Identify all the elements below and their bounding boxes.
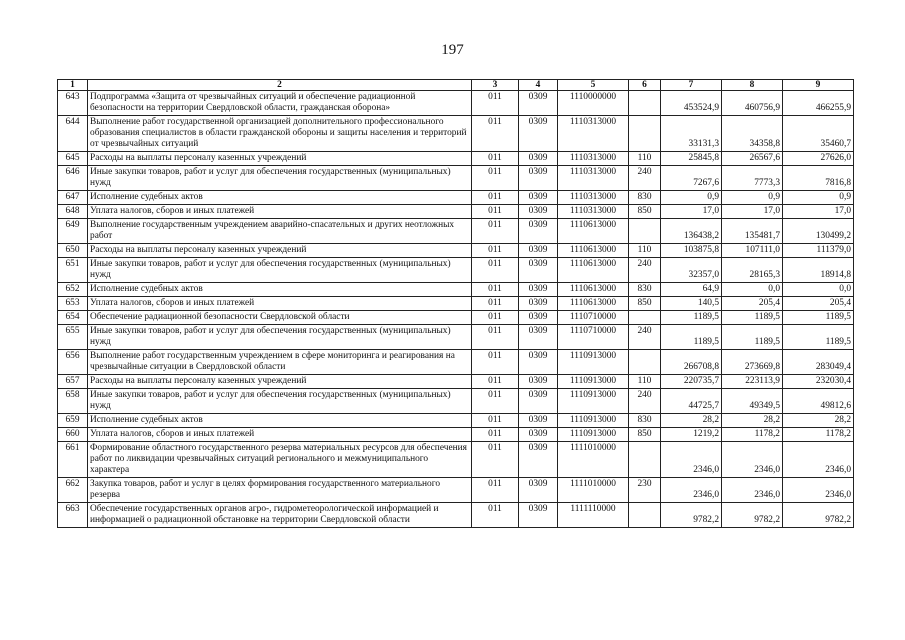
- target-article-cell: 1110613000: [558, 283, 629, 297]
- amount-year3-cell: 2346,0: [783, 442, 854, 478]
- section-code-cell: 0309: [519, 219, 558, 244]
- section-code-cell: 0309: [519, 478, 558, 503]
- section-code-cell: 0309: [519, 166, 558, 191]
- ministry-code-cell: 011: [472, 414, 519, 428]
- target-article-cell: 1110613000: [558, 244, 629, 258]
- section-code-cell: 0309: [519, 116, 558, 152]
- amount-year3-cell: 1178,2: [783, 428, 854, 442]
- table-row: [58, 325, 854, 350]
- amount-year2-cell: 34358,8: [722, 116, 783, 152]
- section-code-cell: 0309: [519, 375, 558, 389]
- row-number-cell: 644: [58, 116, 88, 152]
- table-row: [58, 283, 854, 297]
- expense-type-cell: 110: [629, 244, 661, 258]
- expense-type-cell: 240: [629, 166, 661, 191]
- item-name-cell: Закупка товаров, работ и услуг в целях формирования государственного материального резерва: [88, 478, 472, 503]
- target-article-cell: 1111110000: [558, 503, 629, 528]
- header-cell: 6: [629, 80, 661, 91]
- row-number-cell: 649: [58, 219, 88, 244]
- table-row: [58, 478, 854, 503]
- target-article-cell: 1110313000: [558, 152, 629, 166]
- amount-year2-cell: 1189,5: [722, 325, 783, 350]
- header-cell: 5: [558, 80, 629, 91]
- amount-year1-cell: 140,5: [661, 297, 722, 311]
- ministry-code-cell: 011: [472, 283, 519, 297]
- amount-year2-cell: 9782,2: [722, 503, 783, 528]
- amount-year1-cell: 0,9: [661, 191, 722, 205]
- table-row: [58, 389, 854, 414]
- amount-year2-cell: 0,0: [722, 283, 783, 297]
- table-row: [58, 503, 854, 528]
- ministry-code-cell: 011: [472, 375, 519, 389]
- item-name-cell: Уплата налогов, сборов и иных платежей: [88, 205, 472, 219]
- amount-year3-cell: 35460,7: [783, 116, 854, 152]
- expense-type-cell: [629, 91, 661, 116]
- ministry-code-cell: 011: [472, 503, 519, 528]
- row-number-cell: 643: [58, 91, 88, 116]
- amount-year1-cell: 2346,0: [661, 478, 722, 503]
- target-article-cell: 1110913000: [558, 375, 629, 389]
- target-article-cell: 1110710000: [558, 325, 629, 350]
- table-row: [58, 350, 854, 375]
- item-name-cell: Исполнение судебных актов: [88, 191, 472, 205]
- item-name-cell: Уплата налогов, сборов и иных платежей: [88, 297, 472, 311]
- section-code-cell: 0309: [519, 152, 558, 166]
- header-cell: 8: [722, 80, 783, 91]
- amount-year1-cell: 33131,3: [661, 116, 722, 152]
- target-article-cell: 1110613000: [558, 258, 629, 283]
- amount-year1-cell: 28,2: [661, 414, 722, 428]
- target-article-cell: 1110710000: [558, 311, 629, 325]
- header-cell: 3: [472, 80, 519, 91]
- header-cell: 9: [783, 80, 854, 91]
- expense-type-cell: 830: [629, 283, 661, 297]
- amount-year1-cell: 32357,0: [661, 258, 722, 283]
- ministry-code-cell: 011: [472, 442, 519, 478]
- row-number-cell: 646: [58, 166, 88, 191]
- table-row: [58, 219, 854, 244]
- target-article-cell: 1110000000: [558, 91, 629, 116]
- table-row: [58, 414, 854, 428]
- expense-type-cell: [629, 311, 661, 325]
- amount-year3-cell: 17,0: [783, 205, 854, 219]
- section-code-cell: 0309: [519, 191, 558, 205]
- amount-year3-cell: 49812,6: [783, 389, 854, 414]
- item-name-cell: Выполнение работ государственным учреждением в сфере мониторинга и реагирования на чрезвычайные ситуации в Свердловской области: [88, 350, 472, 375]
- amount-year3-cell: 232030,4: [783, 375, 854, 389]
- row-number-cell: 658: [58, 389, 88, 414]
- amount-year1-cell: 9782,2: [661, 503, 722, 528]
- table-row: [58, 297, 854, 311]
- target-article-cell: 1110613000: [558, 219, 629, 244]
- target-article-cell: 1110913000: [558, 389, 629, 414]
- ministry-code-cell: 011: [472, 325, 519, 350]
- target-article-cell: 1110313000: [558, 205, 629, 219]
- amount-year3-cell: 1189,5: [783, 311, 854, 325]
- table-row: [58, 311, 854, 325]
- row-number-cell: 661: [58, 442, 88, 478]
- amount-year2-cell: 28,2: [722, 414, 783, 428]
- amount-year1-cell: 136438,2: [661, 219, 722, 244]
- row-number-cell: 647: [58, 191, 88, 205]
- expense-type-cell: [629, 350, 661, 375]
- expense-type-cell: 830: [629, 414, 661, 428]
- amount-year1-cell: 17,0: [661, 205, 722, 219]
- ministry-code-cell: 011: [472, 350, 519, 375]
- amount-year3-cell: 1189,5: [783, 325, 854, 350]
- ministry-code-cell: 011: [472, 297, 519, 311]
- amount-year2-cell: 135481,7: [722, 219, 783, 244]
- table-row: [58, 375, 854, 389]
- row-number-cell: 662: [58, 478, 88, 503]
- item-name-cell: Иные закупки товаров, работ и услуг для обеспечения государственных (муниципальных) нужд: [88, 325, 472, 350]
- amount-year3-cell: 111379,0: [783, 244, 854, 258]
- amount-year2-cell: 2346,0: [722, 442, 783, 478]
- ministry-code-cell: 011: [472, 478, 519, 503]
- amount-year3-cell: 7816,8: [783, 166, 854, 191]
- section-code-cell: 0309: [519, 414, 558, 428]
- row-number-cell: 660: [58, 428, 88, 442]
- row-number-cell: 654: [58, 311, 88, 325]
- row-number-cell: 648: [58, 205, 88, 219]
- expense-type-cell: [629, 442, 661, 478]
- expense-type-cell: 230: [629, 478, 661, 503]
- header-cell: 7: [661, 80, 722, 91]
- section-code-cell: 0309: [519, 258, 558, 283]
- target-article-cell: 1110313000: [558, 116, 629, 152]
- amount-year2-cell: 26567,6: [722, 152, 783, 166]
- amount-year2-cell: 1189,5: [722, 311, 783, 325]
- amount-year1-cell: 266708,8: [661, 350, 722, 375]
- amount-year2-cell: 2346,0: [722, 478, 783, 503]
- ministry-code-cell: 011: [472, 428, 519, 442]
- section-code-cell: 0309: [519, 283, 558, 297]
- row-number-cell: 656: [58, 350, 88, 375]
- ministry-code-cell: 011: [472, 389, 519, 414]
- item-name-cell: Исполнение судебных актов: [88, 414, 472, 428]
- expense-type-cell: 240: [629, 389, 661, 414]
- expense-type-cell: 110: [629, 375, 661, 389]
- amount-year1-cell: 7267,6: [661, 166, 722, 191]
- row-number-cell: 652: [58, 283, 88, 297]
- item-name-cell: Расходы на выплаты персоналу казенных учреждений: [88, 375, 472, 389]
- target-article-cell: 1110313000: [558, 166, 629, 191]
- item-name-cell: Выполнение государственным учреждением аварийно-спасательных и других неотложных работ: [88, 219, 472, 244]
- ministry-code-cell: 011: [472, 166, 519, 191]
- table-row: [58, 258, 854, 283]
- target-article-cell: 1110913000: [558, 350, 629, 375]
- expense-type-cell: [629, 503, 661, 528]
- amount-year2-cell: 223113,9: [722, 375, 783, 389]
- row-number-cell: 659: [58, 414, 88, 428]
- amount-year3-cell: 0,0: [783, 283, 854, 297]
- target-article-cell: 1110613000: [558, 297, 629, 311]
- row-number-cell: 663: [58, 503, 88, 528]
- ministry-code-cell: 011: [472, 191, 519, 205]
- table-body: [58, 91, 854, 528]
- ministry-code-cell: 011: [472, 91, 519, 116]
- row-number-cell: 650: [58, 244, 88, 258]
- amount-year2-cell: 7773,3: [722, 166, 783, 191]
- amount-year1-cell: 2346,0: [661, 442, 722, 478]
- expense-type-cell: 240: [629, 325, 661, 350]
- amount-year3-cell: 466255,9: [783, 91, 854, 116]
- header-cell: 1: [58, 80, 88, 91]
- item-name-cell: Иные закупки товаров, работ и услуг для обеспечения государственных (муниципальных) нужд: [88, 166, 472, 191]
- amount-year2-cell: 107111,0: [722, 244, 783, 258]
- section-code-cell: 0309: [519, 244, 558, 258]
- amount-year1-cell: 1189,5: [661, 311, 722, 325]
- budget-table: [57, 79, 854, 528]
- target-article-cell: 1110913000: [558, 414, 629, 428]
- ministry-code-cell: 011: [472, 152, 519, 166]
- ministry-code-cell: 011: [472, 205, 519, 219]
- table-row: [58, 205, 854, 219]
- section-code-cell: 0309: [519, 350, 558, 375]
- table-row: [58, 442, 854, 478]
- header-row: [58, 80, 854, 91]
- item-name-cell: Уплата налогов, сборов и иных платежей: [88, 428, 472, 442]
- ministry-code-cell: 011: [472, 311, 519, 325]
- table-row: [58, 166, 854, 191]
- amount-year2-cell: 273669,8: [722, 350, 783, 375]
- expense-type-cell: [629, 116, 661, 152]
- amount-year3-cell: 18914,8: [783, 258, 854, 283]
- amount-year3-cell: 205,4: [783, 297, 854, 311]
- expense-type-cell: 110: [629, 152, 661, 166]
- amount-year2-cell: 205,4: [722, 297, 783, 311]
- amount-year1-cell: 1219,2: [661, 428, 722, 442]
- target-article-cell: 1110913000: [558, 428, 629, 442]
- page-number: 197: [441, 42, 464, 58]
- item-name-cell: Выполнение работ государственной организацией дополнительного профессионального образования специалистов в области гражданской обороны и защиты населения и территорий от чрезвычайных ситуаций: [88, 116, 472, 152]
- table-row: [58, 116, 854, 152]
- section-code-cell: 0309: [519, 325, 558, 350]
- header-cell: 4: [519, 80, 558, 91]
- row-number-cell: 651: [58, 258, 88, 283]
- amount-year1-cell: 25845,8: [661, 152, 722, 166]
- amount-year2-cell: 49349,5: [722, 389, 783, 414]
- expense-type-cell: 850: [629, 205, 661, 219]
- amount-year3-cell: 2346,0: [783, 478, 854, 503]
- section-code-cell: 0309: [519, 205, 558, 219]
- item-name-cell: Расходы на выплаты персоналу казенных учреждений: [88, 152, 472, 166]
- table-row: [58, 191, 854, 205]
- item-name-cell: Формирование областного государственного резерва материальных ресурсов для обеспечения работ по ликвидации чрезвычайных ситуаций регионального и межмуниципального характера: [88, 442, 472, 478]
- row-number-cell: 655: [58, 325, 88, 350]
- section-code-cell: 0309: [519, 311, 558, 325]
- row-number-cell: 653: [58, 297, 88, 311]
- target-article-cell: 1110313000: [558, 191, 629, 205]
- item-name-cell: Обеспечение радиационной безопасности Свердловской области: [88, 311, 472, 325]
- amount-year1-cell: 64,9: [661, 283, 722, 297]
- item-name-cell: Обеспечение государственных органов агро-, гидрометеорологической информацией и информацией о радиационной обстановке на территории Свердловской области: [88, 503, 472, 528]
- expense-type-cell: 850: [629, 428, 661, 442]
- item-name-cell: Расходы на выплаты персоналу казенных учреждений: [88, 244, 472, 258]
- expense-type-cell: 850: [629, 297, 661, 311]
- ministry-code-cell: 011: [472, 219, 519, 244]
- amount-year2-cell: 460756,9: [722, 91, 783, 116]
- target-article-cell: 1111010000: [558, 478, 629, 503]
- amount-year3-cell: 27626,0: [783, 152, 854, 166]
- section-code-cell: 0309: [519, 503, 558, 528]
- item-name-cell: Исполнение судебных актов: [88, 283, 472, 297]
- item-name-cell: Иные закупки товаров, работ и услуг для обеспечения государственных (муниципальных) нужд: [88, 389, 472, 414]
- amount-year1-cell: 1189,5: [661, 325, 722, 350]
- expense-type-cell: 830: [629, 191, 661, 205]
- expense-type-cell: [629, 219, 661, 244]
- table-row: [58, 152, 854, 166]
- amount-year1-cell: 44725,7: [661, 389, 722, 414]
- amount-year2-cell: 17,0: [722, 205, 783, 219]
- expense-type-cell: 240: [629, 258, 661, 283]
- amount-year3-cell: 9782,2: [783, 503, 854, 528]
- amount-year1-cell: 103875,8: [661, 244, 722, 258]
- section-code-cell: 0309: [519, 297, 558, 311]
- amount-year3-cell: 130499,2: [783, 219, 854, 244]
- table-row: [58, 91, 854, 116]
- section-code-cell: 0309: [519, 428, 558, 442]
- amount-year1-cell: 453524,9: [661, 91, 722, 116]
- ministry-code-cell: 011: [472, 116, 519, 152]
- section-code-cell: 0309: [519, 389, 558, 414]
- ministry-code-cell: 011: [472, 258, 519, 283]
- section-code-cell: 0309: [519, 91, 558, 116]
- table-row: [58, 244, 854, 258]
- amount-year3-cell: 0,9: [783, 191, 854, 205]
- amount-year3-cell: 283049,4: [783, 350, 854, 375]
- row-number-cell: 657: [58, 375, 88, 389]
- ministry-code-cell: 011: [472, 244, 519, 258]
- amount-year1-cell: 220735,7: [661, 375, 722, 389]
- section-code-cell: 0309: [519, 442, 558, 478]
- amount-year2-cell: 28165,3: [722, 258, 783, 283]
- target-article-cell: 1111010000: [558, 442, 629, 478]
- item-name-cell: Иные закупки товаров, работ и услуг для обеспечения государственных (муниципальных) нужд: [88, 258, 472, 283]
- amount-year2-cell: 0,9: [722, 191, 783, 205]
- row-number-cell: 645: [58, 152, 88, 166]
- amount-year3-cell: 28,2: [783, 414, 854, 428]
- amount-year2-cell: 1178,2: [722, 428, 783, 442]
- table-header: [58, 80, 854, 91]
- item-name-cell: Подпрограмма «Защита от чрезвычайных ситуаций и обеспечение радиационной безопасности на территории Свердловской области, гражданская оборона»: [88, 91, 472, 116]
- table-row: [58, 428, 854, 442]
- header-cell: 2: [88, 80, 472, 91]
